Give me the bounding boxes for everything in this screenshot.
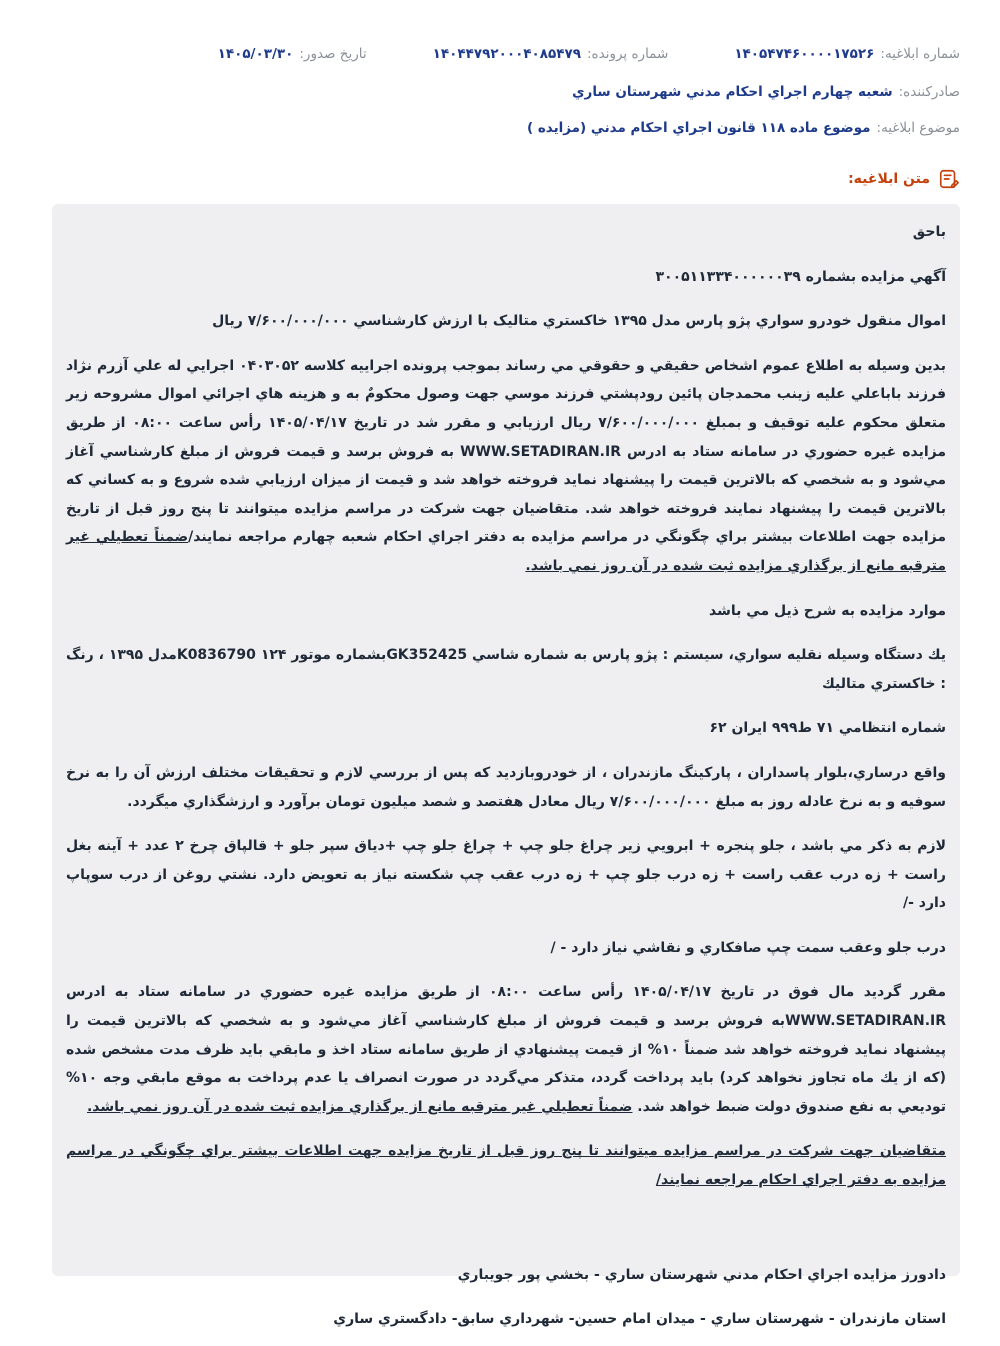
notice-paragraph	[66, 352, 946, 581]
document-edit-icon	[938, 168, 960, 190]
subject-value: موضوع ماده ۱۱۸ قانون اجراي احکام مدني (مزايده )	[526, 120, 871, 136]
paragraph-text: مقرر گرديد مال فوق در تاريخ ۱۴۰۵/۰۴/۱۷ رأس ساعت ۰۸:۰۰ از طريق مزايده غيره حضوري در سامانه ستاد به ادرس WWW.SETADIRAN.IRبه فروش برسد و قيمت فروش از مبلغ کارشناسي آغاز مي‌شود و به شخصي که بالاترين قيمت را پيشنهاد نمايد فروخته خواهد شد ضمناً ۱۰% از قيمت پيشنهادي از طريق سامانه ستاد اخذ و مابقي بايد ظرف مدت مشخص شده (که از يك ماه تجاوز نخواهد کرد) بايد پرداخت گردد، متذکر مي‌گردد در صورت انصراف يا عدم پرداخت به موقع مابقي وجه ۱۰% توديعي به نفع صندوق دولت ضبط خواهد شد.	[66, 984, 946, 1115]
issue-date-label: تاريخ صدور:	[299, 46, 367, 62]
case-number-field	[433, 46, 669, 62]
auction-terms	[66, 978, 946, 1121]
notice-meta-row	[40, 46, 960, 62]
issuer-label: صادرکننده:	[898, 84, 960, 100]
plate-number: شماره انتظامي ۷۱ ط۹۹۹ ايران ۶۲	[709, 720, 946, 737]
issuer-row	[40, 84, 960, 100]
notice-body	[52, 204, 960, 1328]
underlined-note: ضمناً تعطيلي غير مترقبه مانع از برگذاري مزايده ثبت شده در آن روز نمي باشد.	[86, 1098, 633, 1115]
issue-date-field	[218, 46, 367, 62]
case-number-label: شماره پرونده:	[587, 46, 669, 62]
notice-heading	[848, 168, 960, 190]
paragraph-text: بدين وسيله به اطلاع عموم اشخاص حقيقي و حقوقي مي رساند بموجب پرونده اجراييه کلاسه ۰۴۰۳۰۵۲ اجرايي له علي آزرم نژاد فرزند باباعلي عليه زينب محمدجان پائين رودپشتي فرزند موسي جهت وصول محکومٌ به و هزينه هاي اجرائي اموال مشروحه زير متعلق محکوم عليه توقيف و بمبلغ ۷/۶۰۰/۰۰۰/۰۰۰ ريال ارزيابي و مقرر شد در تاريخ ۱۴۰۵/۰۴/۱۷ رأس ساعت ۰۸:۰۰ از طريق مزايده غيره حضوري در سامانه ستاد به ادرس WWW.SETADIRAN.IR به فروش برسد و قيمت فروش از مبلغ کارشناسي آغاز مي‌شود و به شخصي که بالاترين قيمت را پيشنهاد نمايد فروخته خواهد شد و قيمت از ميزان ارزيابي شده شروع و به کساني که بالاترين قيمت را پيشنهاد نمايند فروخته خواهد شد. متقاضيان جهت شرکت در مراسم مزايده ميتوانند تا پنج روز قبل از تاريخ مزايده جهت اطلاعات بيشتر براي چگونگي در مراسم مزايده به دفتر اجراي احکام شعبه چهارم مراجعه نمايند/	[66, 357, 947, 546]
notice-opening: باحق	[912, 224, 946, 240]
officer-signature: دادورز مزايده اجراي احکام مدني شهرستان ساري - بخشي پور جويباري	[457, 1266, 946, 1283]
damage-notes: لازم به ذکر مي باشد ، جلو پنجره + ابرويي زير چراغ جلو چپ + چراغ جلو چپ +دياق سپر جلو + قالپاق چرخ ۲ عدد + آينه بغل راست + زه درب عقب راست + زه درب جلو چپ + زه درب عقب چپ شکسته نياز به تعويض دارد. نشتي روغن از درب سوپاپ دارد -/	[66, 838, 946, 912]
notice-number-field	[734, 46, 960, 62]
notice-number-label: شماره ابلاغيه:	[880, 46, 960, 62]
bodywork-notes: درب جلو وعقب سمت چپ صافکاري و نقاشي نياز دارد - /	[550, 939, 946, 956]
issuer-value: شعبه چهارم اجراي احکام مدني شهرستان ساري	[572, 84, 893, 100]
notice-heading-label: متن ابلاغيه:	[848, 171, 930, 187]
applicants-note: متقاضيان جهت شرکت در مراسم مزايده ميتوانند تا پنج روز قبل از تاريخ مزايده جهت اطلاعات بيشتر براي چگونگي در مراسم مزايده به دفتر اجراي احکام مراجعه نمايند/	[66, 1143, 946, 1189]
subject-row	[40, 120, 960, 136]
case-number-value: ۱۴۰۴۴۷۹۲۰۰۰۴۰۸۵۴۷۹	[432, 46, 581, 62]
vehicle-valuation: واقع درساري،بلوار پاسداران ، پارکينگ مازندران ، از خودروبازديد که پس از بررسي لازم و تحقيقات مختلف ارزش آن را به نرخ سوفيه و به نرخ عادله روز به مبلغ ۷/۶۰۰/۰۰۰/۰۰۰ ريال معادل هفتصد و شصد ميليون تومان برآورد و ارزشگذاري ميگردد.	[66, 764, 946, 810]
notice-number-value: ۱۴۰۵۴۷۴۶۰۰۰۰۱۷۵۲۶	[734, 46, 875, 62]
issue-date-value: ۱۴۰۵/۰۳/۳۰	[217, 46, 294, 62]
auction-number: آگهي مزايده بشماره ۳۰۰۵۱۱۳۳۴۰۰۰۰۰۰۳۹	[655, 268, 946, 285]
auction-title: اموال منقول خودرو سواري پژو پارس مدل ۱۳۹۵ خاکستري متاليک با ارزش کارشناسي ۷/۶۰۰/۰۰۰/۰۰۰ ريال	[212, 313, 946, 330]
underlined-note: ضمناً تعطيلي غير مترقبه مانع از برگذاري مزايده ثبت شده در آن روز نمي باشد.	[66, 529, 946, 574]
vehicle-description: يك دستگاه وسيله نقليه سواري، سيستم : پژو پارس به شماره شاسي GK352425بشماره موتور ۱۲۴ K0836790مدل ۱۳۹۵ ، رنگ : خاکستري متاليك	[66, 647, 947, 692]
court-address: استان مازندران - شهرستان ساري - ميدان امام حسين- شهرداري سابق- دادگستري ساري	[333, 1311, 946, 1328]
subject-label: موضوع ابلاغيه:	[876, 120, 960, 136]
items-heading: موارد مزايده به شرح ذيل مي باشد	[709, 602, 946, 619]
